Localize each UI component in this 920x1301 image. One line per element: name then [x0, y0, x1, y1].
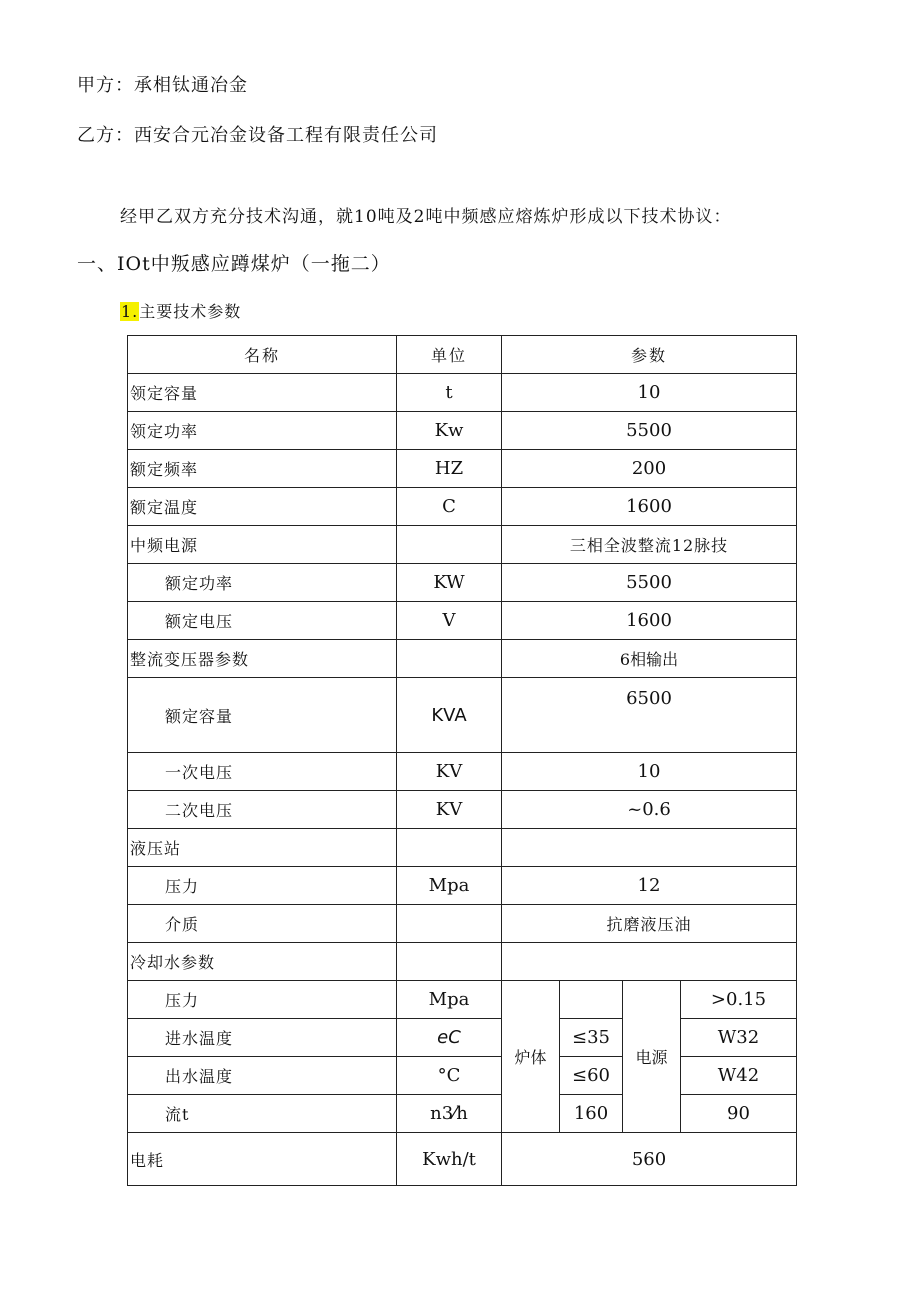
cooling-row: [128, 1057, 797, 1095]
cooling-row: [128, 1019, 797, 1057]
row-unit: HZ: [397, 450, 502, 488]
energy-row: [128, 1133, 797, 1186]
row-value: [502, 829, 797, 867]
furnace-label: 炉体: [502, 981, 560, 1133]
row-name: 领定功率: [128, 412, 397, 450]
cooling-power-value: >0.15: [681, 981, 797, 1019]
section-title: 一、IOt中叛感应蹲煤炉（一拖二）: [77, 253, 391, 275]
header-unit: 单位: [397, 336, 502, 374]
row-unit: [397, 526, 502, 564]
cooling-power-value: 90: [681, 1095, 797, 1133]
table-row: [128, 867, 797, 905]
row-value: 6相输出: [502, 640, 797, 678]
row-unit: t: [397, 374, 502, 412]
row-unit: [397, 829, 502, 867]
table-row: [128, 526, 797, 564]
row-name: 液压站: [128, 829, 397, 867]
cooling-row-name: 流t: [128, 1095, 397, 1133]
row-unit: [397, 905, 502, 943]
row-name: 整流变压器参数: [128, 640, 397, 678]
energy-unit: Kwh/t: [397, 1133, 502, 1186]
row-name: 领定容量: [128, 374, 397, 412]
table-row: [128, 678, 797, 753]
power-label: 电源: [623, 981, 681, 1133]
party-b: 乙方：西安合元冶金设备工程有限责任公司: [77, 125, 438, 146]
table-row: [128, 602, 797, 640]
row-unit: C: [397, 488, 502, 526]
row-name: 中频电源: [128, 526, 397, 564]
row-value: 1600: [502, 602, 797, 640]
row-name: 额定容量: [128, 678, 397, 753]
row-value: 200: [502, 450, 797, 488]
cooling-row-unit: n3⁄h: [397, 1095, 502, 1133]
cooling-row-unit: eC: [397, 1019, 502, 1057]
row-name: 压力: [128, 867, 397, 905]
table-row: [128, 488, 797, 526]
table-header-row: [128, 336, 797, 374]
table-row: [128, 791, 797, 829]
row-value: 12: [502, 867, 797, 905]
cooling-row-unit: °C: [397, 1057, 502, 1095]
subsection-number: 1.: [121, 302, 139, 321]
cooling-row-unit: Mpa: [397, 981, 502, 1019]
table-row: [128, 829, 797, 867]
row-name: 二次电压: [128, 791, 397, 829]
row-name: 额定电压: [128, 602, 397, 640]
cooling-row-name: 压力: [128, 981, 397, 1019]
row-name: 冷却水参数: [128, 943, 397, 981]
header-name: 名称: [128, 336, 397, 374]
row-unit: [397, 640, 502, 678]
table-row: [128, 640, 797, 678]
subsection-label: 主要技术参数: [139, 302, 242, 321]
row-unit: KV: [397, 791, 502, 829]
table-row: [128, 374, 797, 412]
cooling-furnace-value: ≤60: [560, 1057, 623, 1095]
energy-name: 电耗: [128, 1133, 397, 1186]
row-name: 一次电压: [128, 753, 397, 791]
row-unit: V: [397, 602, 502, 640]
header-value: 参数: [502, 336, 797, 374]
parameters-table: [127, 335, 797, 1186]
cooling-row: [128, 981, 797, 1019]
row-value: 6500: [502, 678, 797, 753]
table-row: [128, 943, 797, 981]
row-value: 10: [502, 374, 797, 412]
party-a: 甲方：承相钛通冶金: [77, 75, 248, 96]
row-value: 10: [502, 753, 797, 791]
cooling-row-name: 进水温度: [128, 1019, 397, 1057]
row-value: [502, 943, 797, 981]
row-unit: [397, 943, 502, 981]
table-row: [128, 753, 797, 791]
table-row: [128, 905, 797, 943]
table-row: [128, 412, 797, 450]
intro-paragraph: 经甲乙双方充分技术沟通，就10吨及2吨中频感应熔炼炉形成以下技术协议：: [120, 207, 732, 227]
cooling-row: [128, 1095, 797, 1133]
row-name: 额定频率: [128, 450, 397, 488]
row-unit: Kw: [397, 412, 502, 450]
row-value: 抗磨液压油: [502, 905, 797, 943]
subsection-title: [120, 299, 241, 322]
table-row: [128, 564, 797, 602]
row-unit: Mpa: [397, 867, 502, 905]
row-name: 介质: [128, 905, 397, 943]
energy-value: 560: [502, 1133, 797, 1186]
cooling-furnace-value: ≤35: [560, 1019, 623, 1057]
row-value: 三相全波整流12脉技: [502, 526, 797, 564]
cooling-furnace-value: 160: [560, 1095, 623, 1133]
row-unit: KV: [397, 753, 502, 791]
row-value: ~0.6: [502, 791, 797, 829]
row-unit: KW: [397, 564, 502, 602]
row-value: 5500: [502, 412, 797, 450]
row-name: 额定温度: [128, 488, 397, 526]
cooling-power-value: W32: [681, 1019, 797, 1057]
cooling-row-name: 出水温度: [128, 1057, 397, 1095]
cooling-furnace-value: [560, 981, 623, 1019]
cooling-power-value: W42: [681, 1057, 797, 1095]
row-value: 5500: [502, 564, 797, 602]
table-row: [128, 450, 797, 488]
row-unit: KVA: [397, 678, 502, 753]
row-name: 额定功率: [128, 564, 397, 602]
row-value: 1600: [502, 488, 797, 526]
